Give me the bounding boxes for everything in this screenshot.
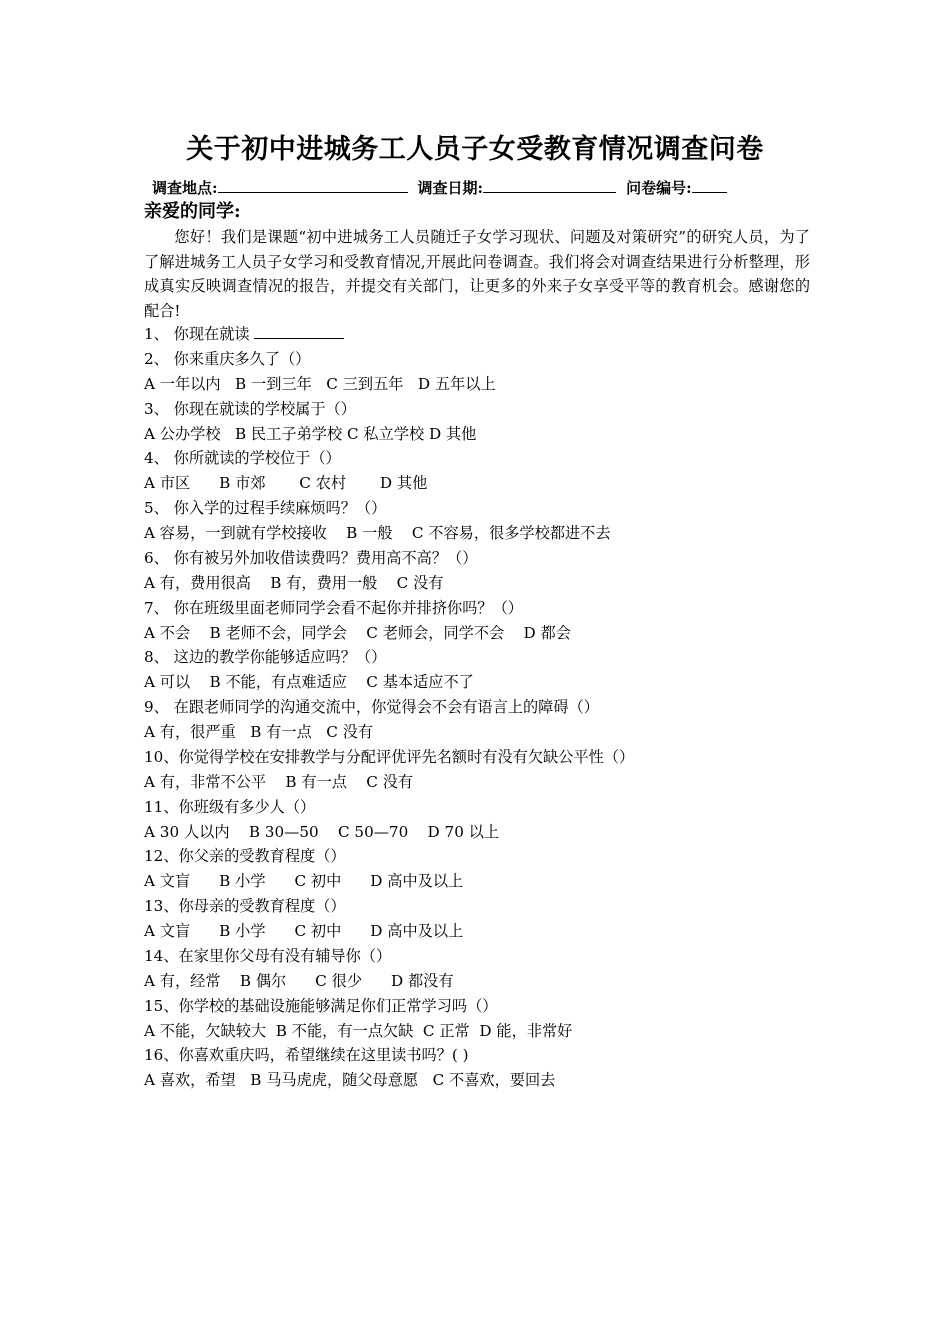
question-line: 16、你喜欢重庆吗，希望继续在这里读书吗？( ) [144, 1046, 469, 1065]
option-line: A 不能，欠缺较大 B 不能，有一点欠缺 C 正常 D 能，非常好 [144, 1021, 573, 1040]
number-label: 问卷编号: [626, 179, 692, 197]
option-line: A 容易，一到就有学校接收 B 一般 C 不容易，很多学校都进不去 [144, 524, 611, 542]
question-line: 7、 你在班级里面老师同学会看不起你并排挤你吗？（） [144, 598, 523, 617]
greeting: 亲爱的同学: [144, 201, 241, 222]
option-line: A 有，非常不公平 B 有一点 C 没有 [144, 772, 414, 791]
question-list [144, 322, 814, 1093]
question-line: 9、 在跟老师同学的沟通交流中，你觉得会不会有语言上的障碍（） [144, 698, 599, 717]
question-line: 3、 你现在就读的学校属于（） [144, 399, 356, 418]
location-blank[interactable] [218, 177, 408, 193]
question-line: 6、 你有被另外加收借读费吗？费用高不高？（） [144, 548, 478, 567]
date-blank[interactable] [483, 177, 616, 193]
option-line: A 有，经常 B 偶尔 C 很少 D 都没有 [144, 971, 454, 990]
option-line: A 可以 B 不能，有点难适应 C 基本适应不了 [144, 673, 474, 692]
option-line: A 有，费用很高 B 有，费用一般 C 没有 [144, 573, 444, 592]
question-line: 11、你班级有多少人（） [144, 797, 316, 816]
question-line: 10、你觉得学校在安排教学与分配评优评先名额时有没有欠缺公平性（） [144, 747, 635, 766]
option-line: A 文盲 B 小学 C 初中 D 高中及以上 [144, 922, 464, 940]
option-line: A 30 人以内 B 30—50 C 50—70 D 70 以上 [144, 822, 500, 841]
option-line: A 有，很严重 B 有一点 C 没有 [144, 723, 374, 741]
question-line: 13、你母亲的受教育程度（） [144, 897, 346, 916]
answer-blank[interactable] [254, 324, 344, 339]
question-line: 4、 你所就读的学校位于（） [144, 449, 341, 468]
option-line: A 市区 B 市郊 C 农村 D 其他 [144, 474, 428, 493]
option-line: A 不会 B 老师不会，同学会 C 老师会，同学不会 D 都会 [144, 623, 571, 642]
option-line: A 公办学校 B 民工子弟学校 C 私立学校 D 其他 [144, 424, 477, 443]
question-line: 15、你学校的基础设施能够满足你们正常学习吗（） [144, 996, 498, 1015]
intro-paragraph: 您好！我们是课题“初中进城务工人员随迁子女学习现状、问题及对策研究”的研究人员，为了了解进城务工人员子女学习和受教育情况,开展此问卷调查。我们将会对调查结果进行分析整理，形成真实反映调查情况的报告，并提交有关部门，让更多的外来子女享受平等的教育机会。感谢您的配合! [144, 228, 810, 321]
option-line: A 喜欢，希望 B 马马虎虎，随父母意愿 C 不喜欢，要回去 [144, 1071, 556, 1090]
option-line: A 文盲 B 小学 C 初中 D 高中及以上 [144, 872, 464, 891]
question-line: 12、你父亲的受教育程度（） [144, 847, 346, 866]
question-line: 5、 你入学的过程手续麻烦吗？（） [144, 499, 387, 518]
question-line: 8、 这边的教学你能够适应吗？（） [144, 648, 387, 667]
option-line: A 一年以内 B 一到三年 C 三到五年 D 五年以上 [144, 374, 496, 393]
question-line: 14、在家里你父母有没有辅导你（） [144, 946, 392, 965]
date-label: 调查日期: [417, 179, 484, 197]
number-blank[interactable] [692, 177, 727, 193]
page-title: 关于初中进城务工人员子女受教育情况调查问卷 [186, 134, 764, 165]
question-line [144, 322, 814, 347]
question-text: 1、 你现在就读 [144, 325, 250, 343]
survey-meta-row [152, 177, 727, 198]
question-line: 2、 你来重庆多久了（） [144, 349, 311, 368]
location-label: 调查地点: [152, 179, 218, 197]
